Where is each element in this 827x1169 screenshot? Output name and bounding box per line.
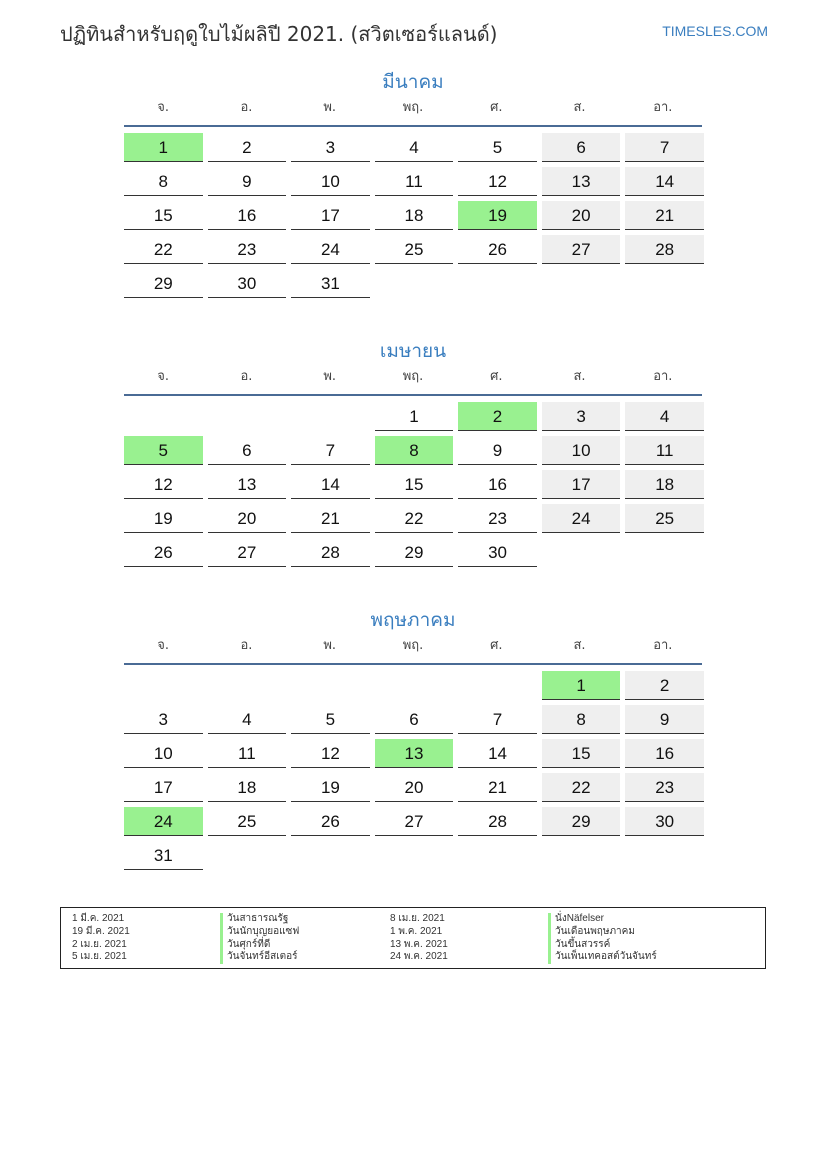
holiday-day-cell[interactable]: 13 (375, 739, 454, 768)
header-rule (124, 394, 702, 396)
holiday-day-cell[interactable]: 19 (458, 201, 537, 230)
month-block-april (124, 338, 702, 567)
day-cell[interactable]: 31 (124, 841, 203, 870)
day-cell[interactable]: 23 (458, 504, 537, 533)
weekday-header (124, 99, 702, 121)
empty-cell (291, 402, 370, 431)
day-cell[interactable]: 22 (542, 773, 621, 802)
weekday-header (124, 637, 702, 659)
month-block-may (124, 607, 702, 870)
day-cell[interactable]: 5 (291, 705, 370, 734)
legend-holiday-name: วันเดือนพฤษภาคม (548, 926, 657, 939)
day-cell[interactable]: 19 (124, 504, 203, 533)
day-cell[interactable]: 30 (208, 269, 287, 298)
legend-holiday-name: วันศุกร์ที่ดี (220, 939, 299, 952)
day-cell[interactable]: 7 (625, 133, 704, 162)
legend-holiday-date: 1 พ.ค. 2021 (390, 925, 443, 937)
day-cell[interactable]: 20 (542, 201, 621, 230)
day-cell[interactable]: 8 (124, 167, 203, 196)
day-cell[interactable]: 2 (625, 671, 704, 700)
day-cell[interactable]: 9 (208, 167, 287, 196)
day-cell[interactable]: 10 (291, 167, 370, 196)
empty-cell (208, 402, 287, 431)
legend-holiday-date: 19 มี.ค. 2021 (72, 925, 130, 937)
weekday-label: พ. (323, 100, 337, 115)
day-cell[interactable]: 8 (542, 705, 621, 734)
day-cell[interactable]: 3 (124, 705, 203, 734)
day-cell[interactable]: 27 (208, 538, 287, 567)
weekday-label: จ. (157, 369, 170, 384)
weekday-label: อ. (240, 638, 253, 653)
day-cell[interactable]: 13 (542, 167, 621, 196)
month-title: เมษายน (379, 340, 447, 362)
day-cell[interactable]: 26 (291, 807, 370, 836)
day-cell[interactable]: 28 (625, 235, 704, 264)
day-cell[interactable]: 12 (458, 167, 537, 196)
day-cell[interactable]: 22 (124, 235, 203, 264)
legend-holiday-name: วันสาธารณรัฐ (220, 913, 299, 926)
weekday-label: อ. (240, 100, 253, 115)
weekday-label: พ. (323, 638, 337, 653)
month-title: มีนาคม (382, 71, 444, 93)
day-cell[interactable]: 27 (375, 807, 454, 836)
empty-cell (124, 402, 203, 431)
day-cell[interactable]: 22 (375, 504, 454, 533)
day-cell[interactable]: 18 (208, 773, 287, 802)
day-cell[interactable]: 3 (291, 133, 370, 162)
legend-holiday-date: 1 มี.ค. 2021 (72, 913, 125, 924)
day-cell[interactable]: 2 (208, 133, 287, 162)
day-cell[interactable]: 24 (291, 235, 370, 264)
day-cell[interactable]: 26 (458, 235, 537, 264)
day-cell[interactable]: 15 (375, 470, 454, 499)
holiday-day-cell[interactable]: 1 (542, 671, 621, 700)
legend-dates-right (390, 913, 448, 964)
day-cell[interactable]: 12 (124, 470, 203, 499)
legend-dates-left (72, 913, 130, 964)
legend-holiday-name: วันเพ็นเทคอสต์วันจันทร์ (548, 951, 657, 964)
day-grid (124, 133, 702, 298)
holiday-day-cell[interactable]: 24 (124, 807, 203, 836)
legend-holiday-date: 8 เม.ย. 2021 (390, 913, 445, 924)
weekday-label: ส. (573, 638, 586, 653)
holiday-day-cell[interactable]: 5 (124, 436, 203, 465)
day-cell[interactable]: 15 (542, 739, 621, 768)
weekday-label: พฤ. (402, 369, 424, 384)
day-cell[interactable]: 11 (208, 739, 287, 768)
day-cell[interactable]: 10 (124, 739, 203, 768)
day-cell[interactable]: 18 (625, 470, 704, 499)
day-cell[interactable]: 14 (625, 167, 704, 196)
day-cell[interactable]: 20 (375, 773, 454, 802)
header-rule (124, 663, 702, 665)
weekday-label: อา. (653, 638, 673, 653)
weekday-label: ศ. (490, 638, 503, 653)
day-grid (124, 671, 702, 870)
day-cell[interactable]: 3 (542, 402, 621, 431)
empty-cell (208, 671, 287, 700)
legend-names-left (220, 913, 299, 964)
weekday-label: ส. (573, 369, 586, 384)
day-cell[interactable]: 21 (458, 773, 537, 802)
empty-cell (124, 671, 203, 700)
day-cell[interactable]: 26 (124, 538, 203, 567)
day-cell[interactable]: 31 (291, 269, 370, 298)
day-cell[interactable]: 25 (375, 235, 454, 264)
legend-holiday-name: นั่งNäfelser (548, 913, 657, 926)
empty-cell (458, 671, 537, 700)
day-cell[interactable]: 27 (542, 235, 621, 264)
day-cell[interactable]: 13 (208, 470, 287, 499)
weekday-label: อา. (653, 100, 673, 115)
day-cell[interactable]: 9 (625, 705, 704, 734)
empty-cell (375, 671, 454, 700)
weekday-header (124, 368, 702, 390)
month-block-march (124, 69, 702, 298)
holiday-day-cell[interactable]: 8 (375, 436, 454, 465)
page-title: ปฏิทินสำหรับฤดูใบไม้ผลิปี 2021. (สวิตเซอร์แลนด์) (60, 22, 498, 46)
day-cell[interactable]: 17 (291, 201, 370, 230)
weekday-label: ศ. (490, 369, 503, 384)
day-cell[interactable]: 30 (625, 807, 704, 836)
day-cell[interactable]: 12 (291, 739, 370, 768)
day-cell[interactable]: 10 (542, 436, 621, 465)
day-cell[interactable]: 6 (375, 705, 454, 734)
weekday-label: ส. (573, 100, 586, 115)
day-cell[interactable]: 16 (625, 739, 704, 768)
day-cell[interactable]: 29 (124, 269, 203, 298)
legend-holiday-date: 5 เม.ย. 2021 (72, 951, 127, 963)
day-cell[interactable]: 25 (625, 504, 704, 533)
weekday-label: จ. (157, 638, 170, 653)
header-rule (124, 125, 702, 127)
day-cell[interactable]: 24 (542, 504, 621, 533)
legend-names-right (548, 913, 657, 964)
day-cell[interactable]: 4 (375, 133, 454, 162)
legend-holiday-name: วันขึ้นสวรรค์ (548, 939, 657, 952)
legend-holiday-name: วันจันทร์อีสเตอร์ (220, 951, 299, 964)
weekday-label: ศ. (490, 100, 503, 115)
month-title: พฤษภาคม (370, 609, 456, 631)
empty-cell (291, 671, 370, 700)
day-cell[interactable]: 5 (458, 133, 537, 162)
holiday-day-cell[interactable]: 1 (124, 133, 203, 162)
day-cell[interactable]: 11 (375, 167, 454, 196)
weekday-label: พฤ. (402, 638, 424, 653)
day-cell[interactable]: 28 (458, 807, 537, 836)
day-cell[interactable]: 6 (208, 436, 287, 465)
weekday-label: พฤ. (402, 100, 424, 115)
day-cell[interactable]: 19 (291, 773, 370, 802)
day-cell[interactable]: 17 (124, 773, 203, 802)
day-cell[interactable]: 28 (291, 538, 370, 567)
weekday-label: อ. (240, 369, 253, 384)
legend-holiday-date: 2 เม.ย. 2021 (72, 938, 127, 950)
day-cell[interactable]: 23 (208, 235, 287, 264)
day-cell[interactable]: 17 (542, 470, 621, 499)
day-cell[interactable]: 14 (291, 470, 370, 499)
day-cell[interactable]: 6 (542, 133, 621, 162)
day-cell[interactable]: 15 (124, 201, 203, 230)
day-cell[interactable]: 4 (625, 402, 704, 431)
day-cell[interactable]: 25 (208, 807, 287, 836)
day-cell[interactable]: 9 (458, 436, 537, 465)
holiday-legend (60, 907, 766, 969)
weekday-label: อา. (653, 369, 673, 384)
day-cell[interactable]: 30 (458, 538, 537, 567)
day-cell[interactable]: 16 (458, 470, 537, 499)
day-cell[interactable]: 21 (625, 201, 704, 230)
weekday-label: พ. (323, 369, 337, 384)
day-cell[interactable]: 23 (625, 773, 704, 802)
day-cell[interactable]: 7 (458, 705, 537, 734)
day-cell[interactable]: 21 (291, 504, 370, 533)
brand-logo-text[interactable]: TIMESLES.COM (662, 23, 768, 39)
legend-holiday-date: 24 พ.ค. 2021 (390, 951, 448, 963)
legend-holiday-name: วันนักบุญยอแซฟ (220, 926, 299, 939)
day-grid (124, 402, 702, 567)
day-cell[interactable]: 4 (208, 705, 287, 734)
day-cell[interactable]: 11 (625, 436, 704, 465)
day-cell[interactable]: 16 (208, 201, 287, 230)
weekday-label: จ. (157, 100, 170, 115)
day-cell[interactable]: 7 (291, 436, 370, 465)
day-cell[interactable]: 29 (542, 807, 621, 836)
day-cell[interactable]: 14 (458, 739, 537, 768)
holiday-day-cell[interactable]: 2 (458, 402, 537, 431)
legend-holiday-date: 13 พ.ค. 2021 (390, 938, 448, 950)
day-cell[interactable]: 1 (375, 402, 454, 431)
day-cell[interactable]: 20 (208, 504, 287, 533)
day-cell[interactable]: 29 (375, 538, 454, 567)
day-cell[interactable]: 18 (375, 201, 454, 230)
